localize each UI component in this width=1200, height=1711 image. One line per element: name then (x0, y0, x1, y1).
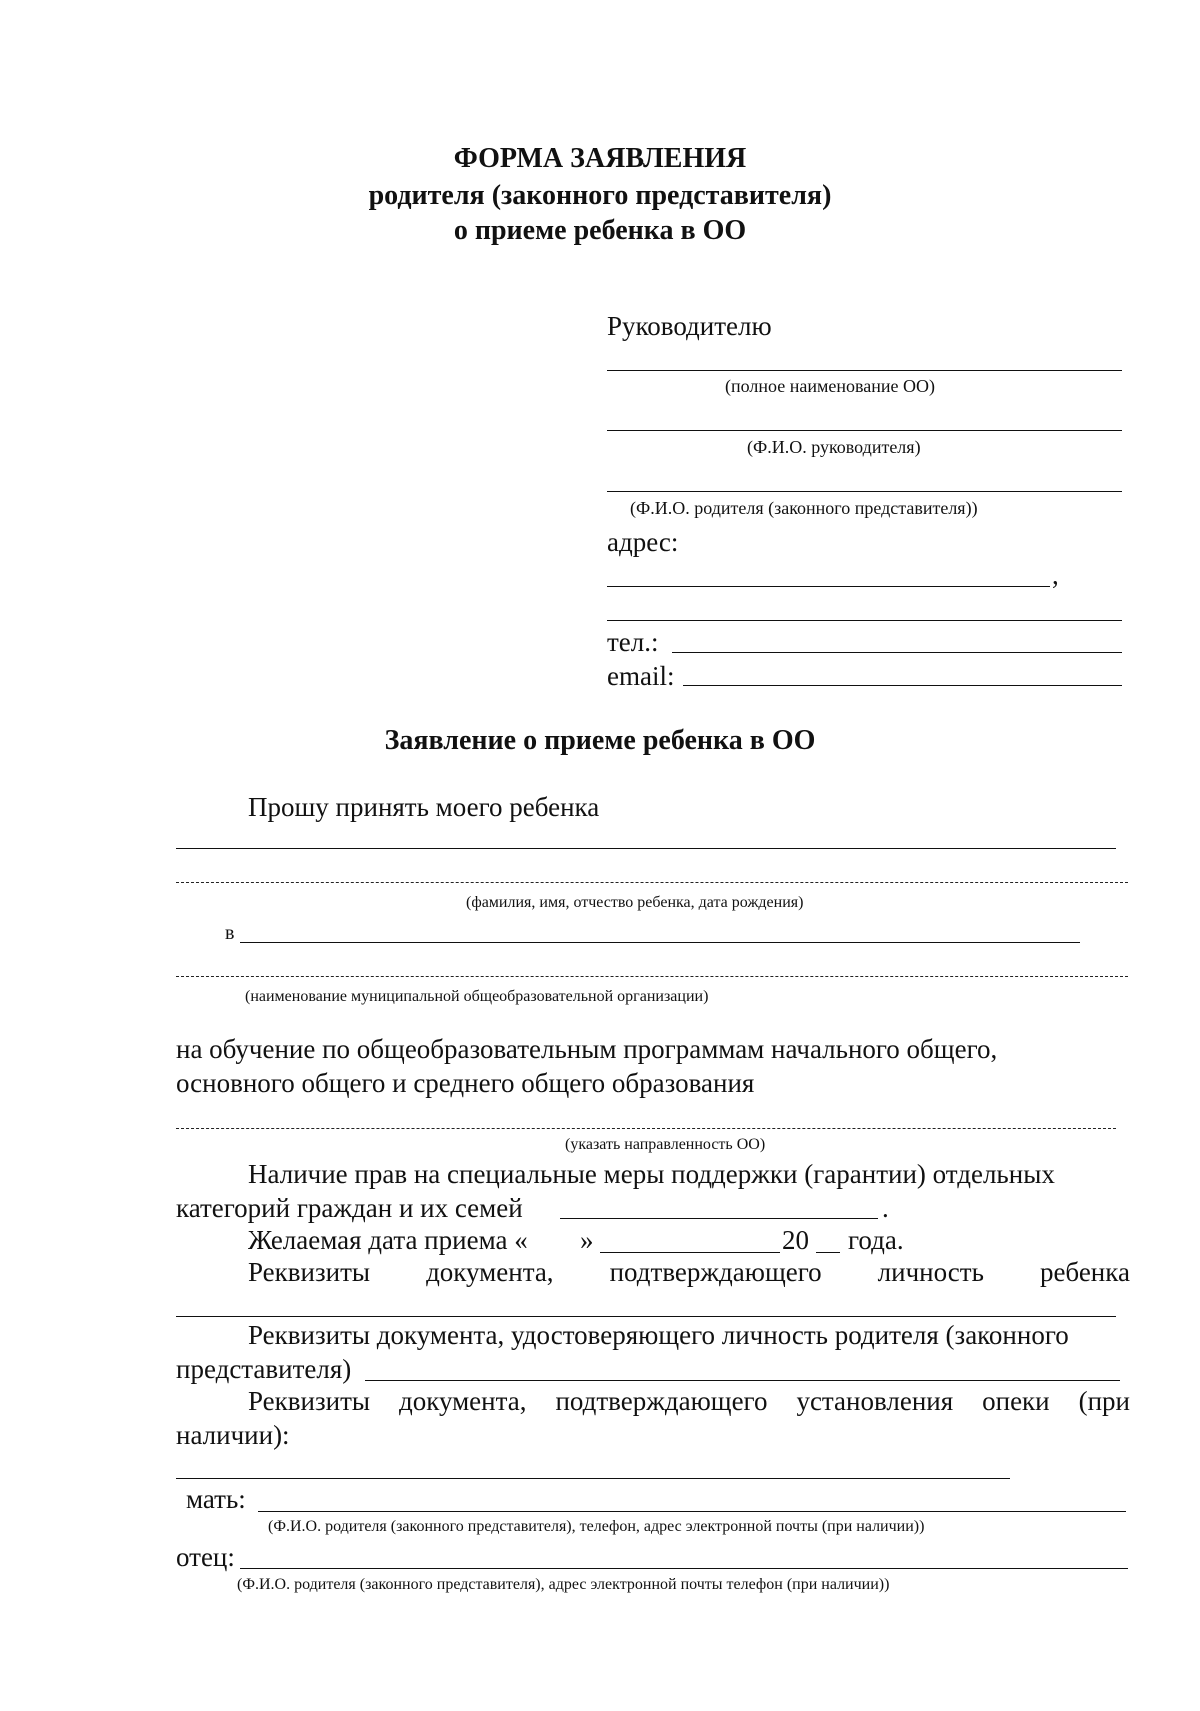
child-doc-text (248, 1257, 1130, 1288)
email-label: email: (607, 661, 675, 691)
form-subtitle-parent: родителя (законного представителя) (368, 180, 832, 211)
form-subtitle-admission: о приеме ребенка в ОО (453, 215, 747, 246)
phone-field[interactable] (672, 652, 1122, 653)
school-in-label: в (225, 922, 235, 944)
child-name-caption: (фамилия, имя, отчество ребенка, дата рождения) (466, 894, 804, 911)
email-field[interactable] (683, 685, 1122, 686)
request-text: Прошу принять моего ребенка (248, 792, 600, 822)
form-title: ФОРМА ЗАЯВЛЕНИЯ (453, 143, 747, 174)
org-name-caption: (полное наименование ОО) (725, 376, 935, 396)
programs-text-line1: на обучение по общеобразовательным программам начального общего, (176, 1034, 998, 1064)
date-close-quote: » (580, 1225, 594, 1255)
address-label: адрес: (607, 527, 679, 557)
mother-label: мать: (186, 1484, 246, 1514)
mother-caption: (Ф.И.О. родителя (законного представителя), телефон, адрес электронной почты (при наличии)) (268, 1518, 925, 1535)
address-comma: , (1052, 560, 1059, 590)
school-name-caption: (наименование муниципальной общеобразовательной организации) (245, 988, 709, 1005)
org-name-field[interactable] (607, 370, 1122, 371)
father-field[interactable] (240, 1568, 1128, 1569)
rights-text-line1: Наличие прав на специальные меры поддержки (гарантии) отдельных (248, 1159, 1055, 1189)
direction-caption: (указать направленность ОО) (565, 1136, 766, 1153)
guardian-text-line2: наличии): (176, 1420, 290, 1450)
year-prefix: 20 (782, 1225, 809, 1255)
programs-text-line2: основного общего и среднего общего образования (176, 1068, 755, 1098)
child-doc-word: подтверждающего (609, 1257, 822, 1287)
father-label: отец: (176, 1542, 235, 1572)
parent-doc-field[interactable] (365, 1380, 1120, 1381)
statement-heading: Заявление о приеме ребенка в ОО (384, 725, 816, 756)
parent-doc-text-line2: представителя) (176, 1354, 352, 1384)
date-label: Желаемая дата приема « (248, 1225, 528, 1255)
school-name-field-2[interactable] (176, 976, 1128, 977)
address-field-1[interactable] (607, 586, 1050, 587)
school-name-field-1[interactable] (240, 942, 1080, 943)
guardian-word: установления (796, 1386, 954, 1416)
child-name-field-1[interactable] (176, 848, 1116, 849)
head-name-field[interactable] (607, 430, 1122, 431)
head-name-caption: (Ф.И.О. руководителя) (747, 437, 921, 457)
parent-name-field[interactable] (607, 491, 1122, 492)
date-month-field[interactable] (600, 1252, 780, 1253)
addressee-label: Руководителю (607, 311, 772, 341)
child-doc-field[interactable] (176, 1316, 1116, 1317)
address-field-2[interactable] (607, 620, 1122, 621)
guardian-word: Реквизиты (248, 1386, 371, 1416)
guardian-word: опеки (982, 1386, 1050, 1416)
rights-field[interactable] (560, 1218, 878, 1219)
mother-field[interactable] (258, 1511, 1126, 1512)
father-caption: (Ф.И.О. родителя (законного представителя), адрес электронной почты телефон (при наличии)) (237, 1576, 890, 1593)
rights-text-line2: категорий граждан и их семей (176, 1193, 523, 1223)
guardian-word: подтверждающего (555, 1386, 768, 1416)
guardian-text (248, 1386, 1130, 1417)
guardian-field[interactable] (176, 1478, 1010, 1479)
child-name-field-2[interactable] (176, 882, 1128, 883)
direction-field[interactable] (176, 1128, 1116, 1129)
rights-period: . (882, 1193, 889, 1223)
child-doc-word: личность (877, 1257, 984, 1287)
child-doc-word: Реквизиты (248, 1257, 371, 1287)
guardian-word: документа, (398, 1386, 527, 1416)
phone-label: тел.: (607, 627, 659, 657)
child-doc-word: документа, (426, 1257, 554, 1287)
child-doc-word: ребенка (1039, 1257, 1130, 1287)
parent-doc-text-line1: Реквизиты документа, удостоверяющего личность родителя (законного (248, 1320, 1069, 1350)
year-field[interactable] (816, 1252, 840, 1253)
guardian-word: (при (1078, 1386, 1130, 1416)
year-suffix: года. (848, 1225, 904, 1255)
parent-name-caption: (Ф.И.О. родителя (законного представителя)) (630, 498, 978, 518)
